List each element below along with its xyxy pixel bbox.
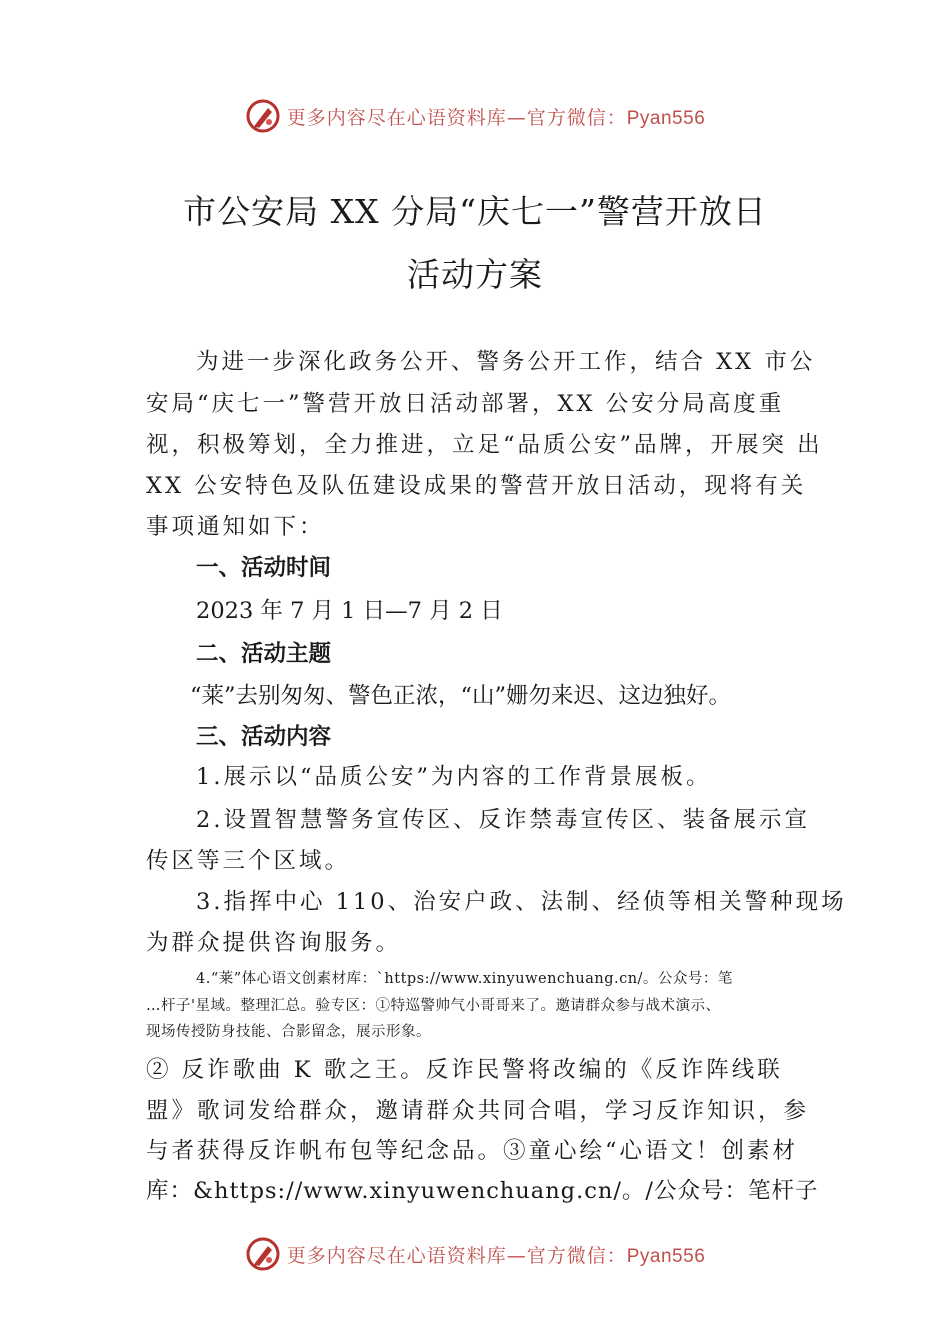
content-item-4: 4.“莱”体心语文创素材库：`https://www.xinyuwenchuang.cn/。公众号：笔	[196, 971, 733, 987]
section-heading-time: 一、活动时间	[196, 555, 332, 581]
pen-nib-seal-icon	[245, 1236, 281, 1272]
content-item-3-cont: 为群众提供咨询服务。	[146, 930, 402, 956]
content-para-5-line-3: 与者获得反诈帆布包等纪念品。③童心绘“心语文！创素材	[146, 1138, 799, 1164]
section-heading-theme: 二、活动主题	[196, 641, 332, 667]
section-heading-content: 三、活动内容	[196, 724, 332, 750]
content-item-1: 1.展示以“品质公安”为内容的工作背景展板。	[196, 764, 712, 790]
intro-line-5: 事项通知如下：	[146, 514, 325, 540]
content-item-2: 2.设置智慧警务宣传区、反诈禁毒宣传区、装备展示宣	[196, 807, 810, 833]
content-item-4-cont-2: 现场传授防身技能、合影留念，展示形象。	[146, 1024, 431, 1040]
page-subtitle: 活动方案	[407, 255, 543, 294]
activity-theme: “莱”去别匆匆、警色正浓，“山”姗勿来迟、这边独好。	[190, 683, 732, 709]
content-para-5-line-4: 库：&https://www.xinyuwenchuang.cn/。/公众号：笔杆子	[146, 1178, 819, 1204]
footer-banner-text: 更多内容尽在心语资料库—官方微信：Pyan556	[286, 1244, 706, 1267]
pen-nib-seal-icon	[245, 98, 281, 134]
intro-line-4: XX 公安特色及队伍建设成果的警营开放日活动，现将有关	[146, 473, 807, 499]
intro-line-2: 安局“庆七一”警营开放日活动部署，XX 公安分局高度重	[146, 391, 785, 417]
content-item-2-cont: 传区等三个区域。	[146, 848, 351, 874]
intro-line-3: 视，积极筹划，全力推进，立足“品质公安”品牌，开展突 出	[146, 432, 823, 458]
intro-line-1: 为进一步深化政务公开、警务公开工作，结合 XX 市公	[196, 349, 816, 375]
content-item-3: 3.指挥中心 110、治安户政、法制、经侦等相关警种现场	[196, 889, 847, 915]
content-para-5-line-1: ② 反诈歌曲 K 歌之王。反诈民警将改编的《反诈阵线联	[146, 1057, 783, 1083]
content-para-5-line-2: 盟》歌词发给群众，邀请群众共同合唱，学习反诈知识，参	[146, 1098, 810, 1124]
footer-banner	[0, 1234, 950, 1274]
header-banner	[0, 96, 950, 136]
activity-time: 2023 年 7 月 1 日—7 月 2 日	[196, 598, 503, 624]
banner-text: 更多内容尽在心语资料库—官方微信：Pyan556	[286, 106, 706, 129]
page-title: 市公安局 XX 分局“庆七一”警营开放日	[183, 192, 767, 231]
content-item-4-cont-1: …杆子'星域。整理汇总。验专区：①特巡警帅气小哥哥来了。邀请群众参与战术演示、	[146, 998, 721, 1014]
